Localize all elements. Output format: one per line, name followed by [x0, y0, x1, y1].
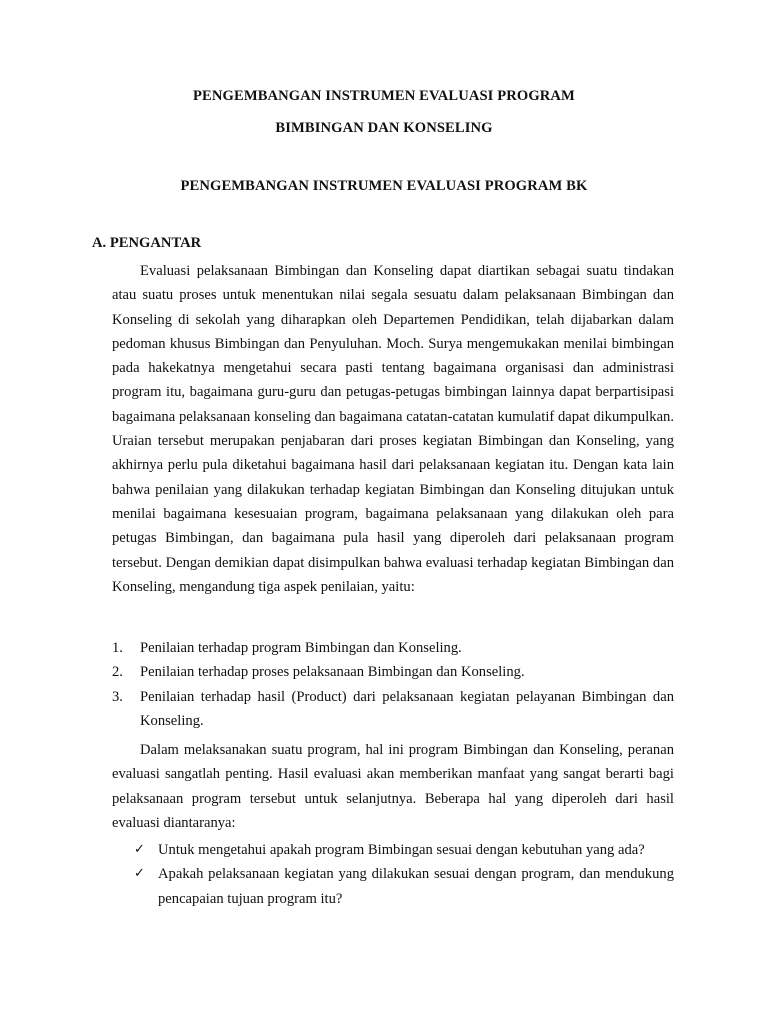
benefit-list: [134, 838, 674, 911]
aspect-list: [112, 636, 674, 733]
list-number: 1.: [112, 640, 123, 656]
document-subtitle: PENGEMBANGAN INSTRUMEN EVALUASI PROGRAM BK: [180, 178, 588, 194]
list-item: [112, 660, 674, 684]
document-title-line-1: PENGEMBANGAN INSTRUMEN EVALUASI PROGRAM: [193, 88, 575, 104]
list-item-text: Untuk mengetahui apakah program Bimbingan sesuai dengan kebutuhan yang ada?: [158, 842, 645, 858]
list-item: [134, 862, 674, 911]
list-item-text: Penilaian terhadap proses pelaksanaan Bimbingan dan Konseling.: [140, 664, 525, 681]
section-heading-pengantar: A. PENGANTAR: [92, 235, 202, 251]
checkmark-icon: ✓: [134, 842, 145, 857]
list-number: 2.: [112, 664, 123, 681]
checkmark-icon: ✓: [134, 866, 145, 882]
list-item: [112, 636, 674, 660]
list-item-text: Penilaian terhadap program Bimbingan dan Konseling.: [140, 640, 462, 656]
list-item-text: Apakah pelaksanaan kegiatan yang dilakukan sesuai dengan program, dan mendukung pencapaian tujuan program itu?: [158, 866, 674, 907]
document-title-line-2: BIMBINGAN DAN KONSELING: [275, 120, 493, 136]
list-item: [134, 838, 674, 862]
paragraph-peranan-evaluasi: Dalam melaksanakan suatu program, hal ini program Bimbingan dan Konseling, peranan evaluasi sangatlah penting. Hasil evaluasi akan memberikan manfaat yang sangat berarti bagi pelaksanaan program tersebut untuk selanjutnya. Beberapa hal yang diperoleh dari hasil evaluasi diantaranya:: [112, 742, 674, 831]
list-item: [112, 685, 674, 734]
list-item-text: Penilaian terhadap hasil (Product) dari pelaksanaan kegiatan pelayanan Bimbingan dan Konseling.: [140, 688, 674, 729]
paragraph-evaluasi: Evaluasi pelaksanaan Bimbingan dan Konseling dapat diartikan sebagai suatu tindakan atau suatu proses untuk menentukan nilai segala sesuatu dalam pelaksanaan Bimbingan dan Konseling di sekolah yang diharapkan oleh Departemen Pendidikan, telah dijabarkan dalam pedoman khusus Bimbingan dan Penyuluhan. Moch. Surya mengemukakan menilai bimbingan pada hakekatnya mengetahui secara pasti tentang bagaimana organisasi dan administrasi program itu, bagaimana guru-guru dan petugas-petugas bimbingan lainnya dapat berpartisipasi bagaimana pelaksanaan konseling dan bagaimana catatan-catatan kumulatif dapat dikumpulkan. Uraian tersebut merupakan penjabaran dari proses kegiatan Bimbingan dan Konseling, yang akhirnya perlu pula diketahui bagaimana hasil dari pelaksanaan kegiatan itu. Dengan kata lain bahwa penilaian yang dilakukan terhadap kegiatan Bimbingan dan Konseling ditujukan untuk menilai bagaimana kesesuaian program, bagaimana pelaksanaan yang dilakukan oleh para petugas Bimbingan, dan bagaimana pula hasil yang diperoleh dari pelaksanaan program tersebut. Dengan demikian dapat disimpulkan bahwa evaluasi terhadap kegiatan Bimbingan dan Konseling, mengandung tiga aspek penilaian, yaitu:: [112, 263, 674, 595]
list-number: 3.: [112, 688, 123, 705]
